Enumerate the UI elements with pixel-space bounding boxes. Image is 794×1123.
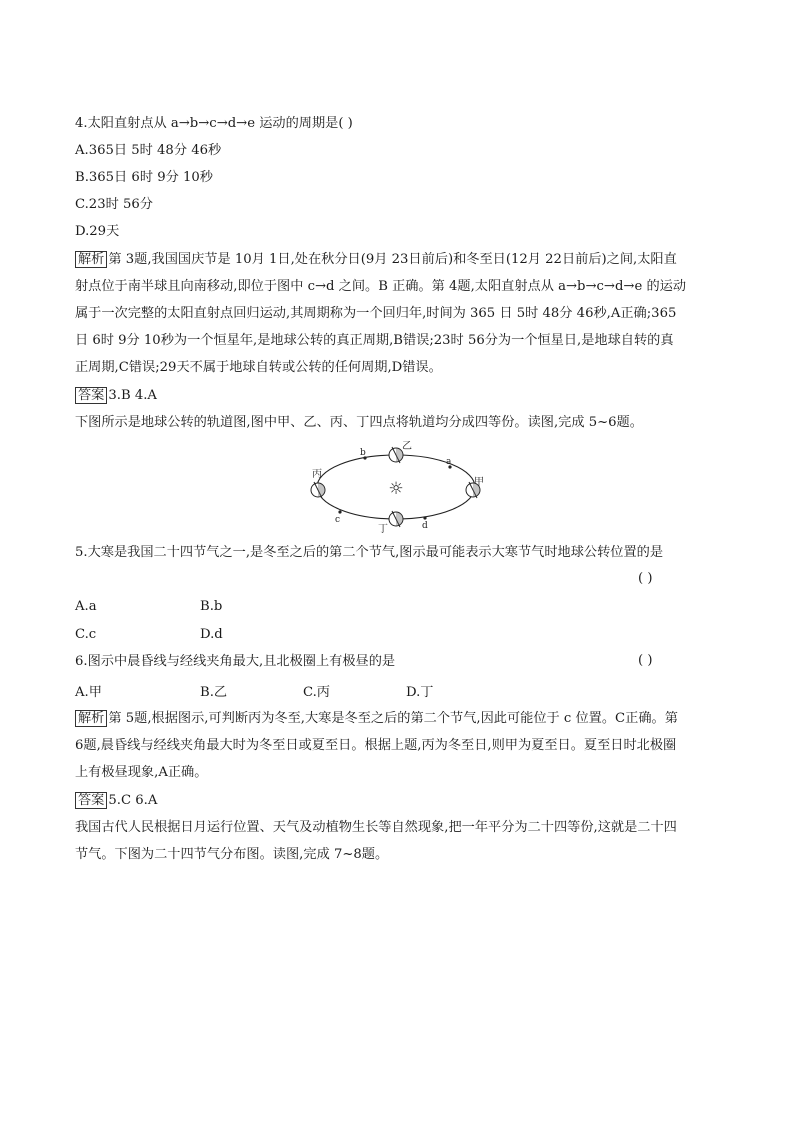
- q5-option-a: A.a: [75, 599, 97, 614]
- label-jia: 甲: [474, 477, 484, 488]
- mark-c: [338, 510, 341, 513]
- analysis1-tag: 解析: [75, 251, 107, 268]
- label-b: b: [360, 448, 366, 458]
- earth-ding: [389, 511, 403, 527]
- analysis1-line-1: 解析 第 3题,我国国庆节是 10月 1日,处在秋分日(9月 23日前后)和冬至日(12月 22日前后)之间,太阳直: [75, 251, 677, 269]
- q5-answer-paren: ( ): [638, 571, 653, 586]
- analysis2-line-1: 解析 第 5题,根据图示,可判断丙为冬至,大寒是冬至之后的第二个节气,因此可能位于 c 位置。C正确。第: [75, 710, 678, 728]
- answer2: 答案 5.C 6.A: [75, 792, 157, 810]
- q5-option-c: C.c: [75, 627, 97, 642]
- q6-option-d: D.丁: [406, 685, 434, 700]
- q6-option-c: C.丙: [303, 685, 330, 700]
- label-yi: 乙: [402, 441, 412, 452]
- q5-option-d: D.d: [200, 627, 223, 642]
- intro-7-8-line-2: 节气。下图为二十四节气分布图。读图,完成 7~8题。: [75, 847, 389, 862]
- label-a: a: [446, 457, 452, 467]
- analysis2-line-2: 6题,晨昏线与经线夹角最大时为冬至日或夏至日。根据上题,丙为冬至日,则甲为夏至日。夏至日时北极圈: [75, 738, 677, 753]
- q6-option-a: A.甲: [75, 685, 102, 700]
- q4-option-a: A.365日 5时 48分 46秒: [75, 143, 222, 158]
- label-c: c: [335, 515, 341, 525]
- q6-stem: 6.图示中晨昏线与经线夹角最大,且北极圈上有极昼的是: [75, 654, 396, 669]
- earth-yi: [389, 447, 403, 463]
- q5-stem: 5.大寒是我国二十四节气之一,是冬至之后的第二个节气,图示最可能表示大寒节气时地球公转位置的是: [75, 545, 664, 560]
- q6-option-b: B.乙: [200, 685, 228, 700]
- label-bing: 丙: [312, 469, 322, 480]
- orbit-diagram: [300, 440, 500, 535]
- q5-option-b: B.b: [200, 599, 223, 614]
- q6-answer-paren: ( ): [638, 653, 653, 668]
- label-ding: 丁: [378, 524, 388, 535]
- q4-option-b: B.365日 6时 9分 10秒: [75, 170, 213, 185]
- answer2-tag: 答案: [75, 792, 107, 809]
- q4-stem: 4.太阳直射点从 a→b→c→d→e 运动的周期是( ): [75, 116, 353, 131]
- analysis1-line-2: 射点位于南半球且向南移动,即位于图中 c→d 之间。B 正确。第 4题,太阳直射点从 a→b→c→d→e 的运动: [75, 279, 687, 294]
- answer1: 答案 3.B 4.A: [75, 387, 157, 405]
- analysis1-line-5: 正周期,C错误;29天不属于地球自转或公转的任何周期,D错误。: [75, 360, 442, 375]
- q4-option-c: C.23时 56分: [75, 197, 153, 212]
- intro-5-6: 下图所示是地球公转的轨道图,图中甲、乙、丙、丁四点将轨道均分成四等份。读图,完成 5~6题。: [75, 415, 643, 430]
- answer1-tag: 答案: [75, 387, 107, 404]
- sun-icon: ☼: [388, 479, 404, 499]
- q4-option-d: D.29天: [75, 224, 120, 239]
- intro-7-8-line-1: 我国古代人民根据日月运行位置、天气及动植物生长等自然现象,把一年平分为二十四等份,这就是二十四: [75, 820, 677, 835]
- analysis2-tag: 解析: [75, 710, 107, 727]
- analysis1-line-4: 日 6时 9分 10秒为一个恒星年,是地球公转的真正周期,B错误;23时 56分为一个恒星日,是地球自转的真: [75, 333, 674, 348]
- analysis1-line-3: 属于一次完整的太阳直射点回归运动,其周期称为一个回归年,时间为 365 日 5时 48分 46秒,A正确;365: [75, 306, 677, 321]
- mark-d: [423, 516, 426, 519]
- earth-bing: [311, 482, 325, 498]
- analysis2-line-3: 上有极昼现象,A正确。: [75, 765, 208, 780]
- label-d: d: [422, 521, 428, 531]
